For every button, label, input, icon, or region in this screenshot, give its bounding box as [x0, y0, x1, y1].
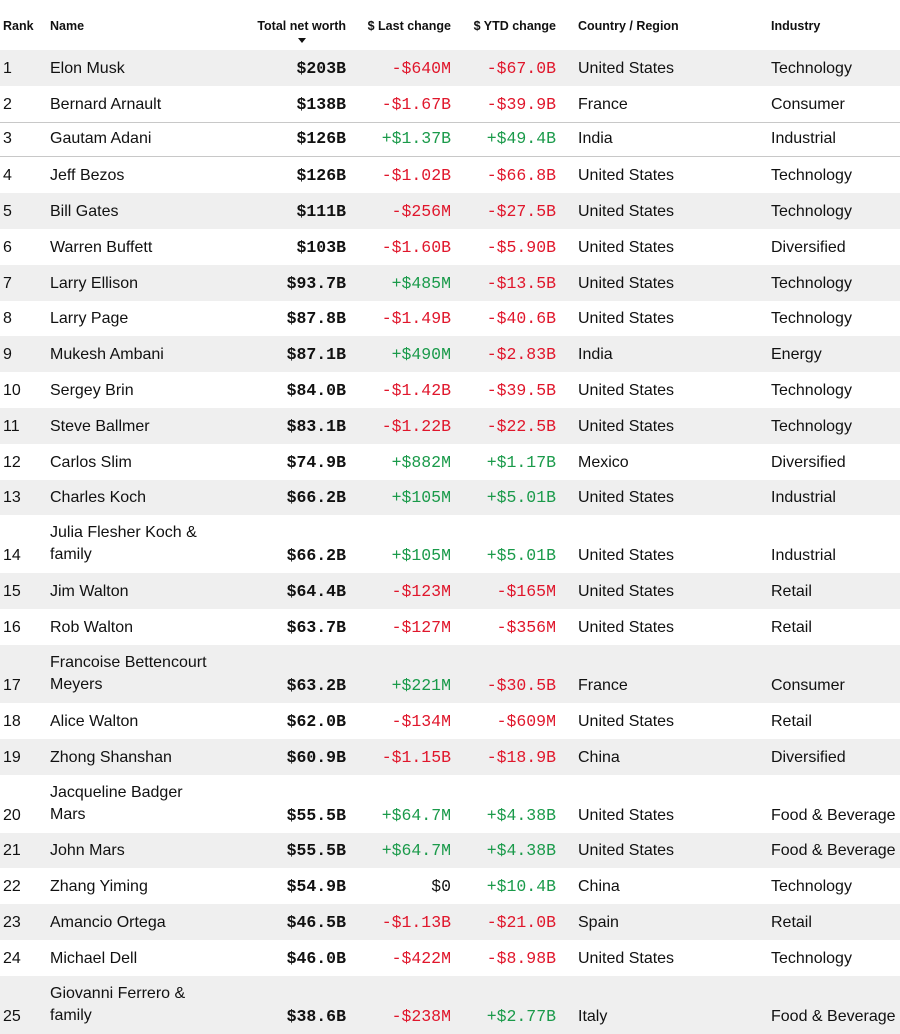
last-change-cell: +$105M: [391, 546, 451, 566]
table-header: [0, 0, 900, 50]
industry-cell: Retail: [771, 618, 812, 636]
country-cell: India: [578, 130, 613, 148]
name-cell[interactable]: Francoise Bettencourt Meyers: [50, 654, 207, 693]
table-row[interactable]: [0, 940, 900, 976]
name-cell[interactable]: Michael Dell: [50, 949, 138, 967]
table-row[interactable]: [0, 336, 900, 372]
country-cell: United States: [578, 202, 675, 220]
sort-descending-icon[interactable]: [298, 38, 306, 43]
net-worth-cell: $87.1B: [286, 345, 346, 365]
country-cell: Mexico: [578, 453, 629, 471]
industry-cell: Retail: [771, 913, 812, 931]
table-row[interactable]: [0, 833, 900, 869]
rank-cell: 1: [3, 59, 12, 77]
rank-cell: 25: [3, 1007, 21, 1025]
net-worth-cell: $103B: [296, 237, 346, 257]
country-cell: United States: [578, 712, 675, 730]
table-row[interactable]: [0, 50, 900, 86]
table-row[interactable]: [0, 229, 900, 265]
industry-cell: Technology: [771, 381, 852, 399]
name-cell[interactable]: Jeff Bezos: [50, 167, 125, 185]
net-worth-cell: $126B: [296, 166, 346, 186]
name-cell[interactable]: Julia Flesher Koch & family: [50, 524, 197, 564]
name-cell[interactable]: Zhong Shanshan: [50, 748, 172, 766]
last-change-cell: -$256M: [391, 201, 451, 221]
country-cell: United States: [578, 381, 675, 399]
table-row[interactable]: [0, 157, 900, 193]
industry-cell: Diversified: [771, 238, 846, 256]
country-cell: United States: [578, 949, 675, 967]
rank-cell: 4: [3, 167, 12, 185]
column-header-last-change[interactable]: $ Last change: [367, 19, 451, 33]
country-cell: India: [578, 346, 613, 364]
net-worth-cell: $138B: [296, 94, 346, 114]
name-cell[interactable]: Jim Walton: [50, 583, 129, 601]
table-row[interactable]: [0, 122, 900, 158]
country-cell: Italy: [578, 1007, 608, 1025]
net-worth-cell: $93.7B: [286, 273, 346, 293]
name-cell[interactable]: Alice Walton: [50, 712, 139, 730]
rank-cell: 10: [3, 381, 21, 399]
net-worth-cell: $55.5B: [286, 841, 346, 861]
last-change-cell: -$134M: [391, 711, 451, 731]
last-change-cell: +$221M: [391, 676, 451, 695]
country-cell: United States: [578, 547, 675, 565]
country-cell: Spain: [578, 913, 619, 931]
name-cell[interactable]: Warren Buffett: [50, 238, 153, 256]
net-worth-cell: $55.5B: [286, 805, 346, 825]
industry-cell: Technology: [771, 417, 852, 435]
country-cell: United States: [578, 310, 675, 328]
net-worth-cell: $111B: [296, 201, 346, 221]
net-worth-cell: $66.2B: [286, 546, 346, 566]
last-change-cell: +$64.7M: [381, 805, 451, 825]
last-change-cell: -$422M: [391, 948, 451, 968]
last-change-cell: -$640M: [391, 58, 451, 78]
last-change-cell: -$1.02B: [381, 166, 451, 186]
ytd-change-cell: -$39.5B: [486, 380, 556, 400]
name-cell[interactable]: Zhang Yiming: [50, 878, 148, 896]
ytd-change-cell: -$40.6B: [486, 309, 556, 329]
industry-cell: Retail: [771, 712, 812, 730]
table-row[interactable]: [0, 645, 900, 703]
net-worth-cell: $64.4B: [286, 582, 346, 602]
name-cell[interactable]: Charles Koch: [50, 489, 147, 507]
rank-cell: 5: [3, 202, 12, 220]
industry-cell: Energy: [771, 346, 822, 364]
table-row[interactable]: [0, 703, 900, 739]
net-worth-cell: $84.0B: [286, 380, 346, 400]
country-cell: France: [578, 95, 628, 113]
rank-cell: 23: [3, 913, 21, 931]
last-change-cell: +$490M: [391, 345, 451, 365]
net-worth-cell: $46.5B: [286, 912, 346, 932]
last-change-cell: -$1.67B: [381, 94, 451, 114]
net-worth-cell: $83.1B: [286, 416, 346, 436]
rank-cell: 7: [3, 274, 12, 292]
name-cell[interactable]: Rob Walton: [50, 618, 133, 636]
ytd-change-cell: +$4.38B: [486, 805, 556, 825]
column-header-name[interactable]: Name: [50, 19, 85, 33]
industry-cell: Industrial: [771, 489, 836, 507]
ytd-change-cell: +$4.38B: [486, 841, 556, 861]
name-cell[interactable]: Steve Ballmer: [50, 417, 150, 435]
ytd-change-cell: +$5.01B: [486, 488, 556, 508]
country-cell: United States: [578, 167, 675, 185]
last-change-cell: +$64.7M: [381, 841, 451, 861]
last-change-cell: +$1.37B: [381, 129, 451, 149]
industry-cell: Diversified: [771, 748, 846, 766]
industry-cell: Diversified: [771, 453, 846, 471]
rank-cell: 24: [3, 949, 21, 967]
country-cell: China: [578, 878, 620, 896]
country-cell: United States: [578, 806, 675, 824]
country-cell: United States: [578, 618, 675, 636]
rank-cell: 18: [3, 712, 21, 730]
net-worth-cell: $66.2B: [286, 488, 346, 508]
name-cell[interactable]: Elon Musk: [50, 59, 125, 77]
country-cell: China: [578, 748, 620, 766]
table-row[interactable]: [0, 193, 900, 229]
last-change-cell: -$1.49B: [381, 309, 451, 329]
table-row[interactable]: [0, 86, 900, 122]
industry-cell: Food & Beverage: [771, 842, 896, 860]
name-cell[interactable]: Carlos Slim: [50, 453, 132, 471]
country-cell: United States: [578, 489, 675, 507]
rank-cell: 11: [3, 417, 20, 435]
net-worth-cell: $54.9B: [286, 877, 346, 897]
industry-cell: Technology: [771, 274, 852, 292]
rank-cell: 6: [3, 238, 12, 256]
ytd-change-cell: +$49.4B: [486, 129, 556, 149]
last-change-cell: -$127M: [391, 617, 451, 637]
name-cell[interactable]: Gautam Adani: [50, 130, 152, 148]
ytd-change-cell: +$5.01B: [486, 546, 556, 566]
ytd-change-cell: -$609M: [496, 711, 556, 731]
industry-cell: Technology: [771, 59, 852, 77]
name-cell[interactable]: Giovanni Ferrero & family: [50, 984, 186, 1024]
table-row[interactable]: [0, 775, 900, 833]
table-row[interactable]: [0, 372, 900, 408]
country-cell: United States: [578, 417, 675, 435]
country-cell: United States: [578, 274, 675, 292]
ytd-change-cell: -$2.83B: [486, 345, 556, 365]
industry-cell: Food & Beverage: [771, 1007, 896, 1025]
industry-cell: Technology: [771, 949, 852, 967]
table-row[interactable]: [0, 515, 900, 573]
name-cell[interactable]: Bill Gates: [50, 202, 119, 220]
last-change-cell: -$238M: [391, 1006, 451, 1026]
name-cell[interactable]: Jacqueline Badger Mars: [50, 783, 183, 823]
rank-cell: 22: [3, 878, 21, 896]
net-worth-cell: $62.0B: [286, 711, 346, 731]
last-change-cell: -$1.42B: [381, 380, 451, 400]
net-worth-cell: $63.2B: [286, 676, 346, 695]
column-header-worth[interactable]: Total net worth: [257, 19, 346, 33]
industry-cell: Technology: [771, 202, 852, 220]
industry-cell: Consumer: [771, 95, 845, 113]
table-row[interactable]: [0, 739, 900, 775]
table-row[interactable]: [0, 444, 900, 480]
last-change-cell: -$1.60B: [381, 237, 451, 257]
table-row[interactable]: [0, 868, 900, 904]
name-cell[interactable]: Sergey Brin: [50, 381, 134, 399]
table-row[interactable]: [0, 904, 900, 940]
table-row[interactable]: [0, 480, 900, 516]
table-row[interactable]: [0, 265, 900, 301]
name-cell[interactable]: Bernard Arnault: [50, 95, 162, 113]
industry-cell: Technology: [771, 167, 852, 185]
ytd-change-cell: +$10.4B: [486, 877, 556, 897]
net-worth-cell: $87.8B: [286, 309, 346, 329]
industry-cell: Consumer: [771, 677, 845, 694]
rank-cell: 19: [3, 748, 21, 766]
ytd-change-cell: -$18.9B: [486, 747, 556, 767]
rank-cell: 13: [3, 489, 21, 507]
industry-cell: Industrial: [771, 130, 836, 148]
industry-cell: Retail: [771, 583, 812, 601]
ytd-change-cell: -$30.5B: [486, 676, 556, 695]
last-change-cell: -$1.15B: [381, 747, 451, 767]
ytd-change-cell: -$22.5B: [486, 416, 556, 436]
last-change-cell: +$882M: [391, 452, 451, 472]
ytd-change-cell: -$66.8B: [486, 166, 556, 186]
name-cell[interactable]: Larry Page: [50, 310, 129, 328]
country-cell: United States: [578, 842, 675, 860]
country-cell: United States: [578, 583, 675, 601]
last-change-cell: $0: [431, 877, 451, 897]
net-worth-cell: $38.6B: [286, 1006, 346, 1026]
rank-cell: 14: [3, 547, 21, 565]
industry-cell: Industrial: [771, 547, 836, 565]
net-worth-cell: $46.0B: [286, 948, 346, 968]
industry-cell: Technology: [771, 310, 852, 328]
net-worth-cell: $203B: [296, 58, 346, 78]
table-row[interactable]: [0, 408, 900, 444]
ytd-change-cell: -$67.0B: [486, 58, 556, 78]
last-change-cell: +$105M: [391, 488, 451, 508]
rank-cell: 16: [3, 618, 21, 636]
ytd-change-cell: -$27.5B: [486, 201, 556, 221]
net-worth-cell: $74.9B: [286, 452, 346, 472]
column-header-ytd-change[interactable]: $ YTD change: [473, 19, 556, 33]
rank-cell: 8: [3, 310, 12, 328]
name-cell[interactable]: Larry Ellison: [50, 274, 139, 292]
country-cell: France: [578, 677, 628, 694]
ytd-change-cell: -$39.9B: [486, 94, 556, 114]
column-header-country[interactable]: Country / Region: [578, 19, 679, 33]
column-header-industry[interactable]: Industry: [771, 19, 821, 33]
country-cell: United States: [578, 238, 675, 256]
country-cell: United States: [578, 59, 675, 77]
ytd-change-cell: -$13.5B: [486, 273, 556, 293]
rank-cell: 9: [3, 346, 12, 364]
ytd-change-cell: -$165M: [496, 582, 556, 602]
industry-cell: Technology: [771, 878, 852, 896]
ytd-change-cell: -$21.0B: [486, 912, 556, 932]
last-change-cell: -$1.13B: [381, 912, 451, 932]
ytd-change-cell: -$8.98B: [486, 948, 556, 968]
ytd-change-cell: -$356M: [496, 617, 556, 637]
name-cell[interactable]: John Mars: [50, 842, 125, 860]
table-row[interactable]: [0, 301, 900, 337]
rank-cell: 3: [3, 130, 12, 148]
net-worth-cell: $63.7B: [286, 617, 346, 637]
rank-cell: 15: [3, 583, 21, 601]
rank-cell: 21: [3, 842, 21, 860]
rank-cell: 17: [3, 677, 21, 694]
rank-cell: 2: [3, 95, 12, 113]
last-change-cell: -$123M: [391, 582, 451, 602]
column-header-rank[interactable]: Rank: [3, 19, 34, 33]
net-worth-cell: $126B: [296, 129, 346, 149]
rank-cell: 20: [3, 806, 21, 824]
industry-cell: Food & Beverage: [771, 806, 896, 824]
table-row[interactable]: [0, 976, 900, 1034]
name-cell[interactable]: Amancio Ortega: [50, 913, 166, 931]
net-worth-cell: $60.9B: [286, 747, 346, 767]
last-change-cell: -$1.22B: [381, 416, 451, 436]
last-change-cell: +$485M: [391, 273, 451, 293]
table-row[interactable]: [0, 609, 900, 645]
name-cell[interactable]: Mukesh Ambani: [50, 346, 164, 364]
rank-cell: 12: [3, 453, 21, 471]
ytd-change-cell: +$1.17B: [486, 452, 556, 472]
ytd-change-cell: -$5.90B: [486, 237, 556, 257]
ytd-change-cell: +$2.77B: [486, 1006, 556, 1026]
table-row[interactable]: [0, 573, 900, 609]
